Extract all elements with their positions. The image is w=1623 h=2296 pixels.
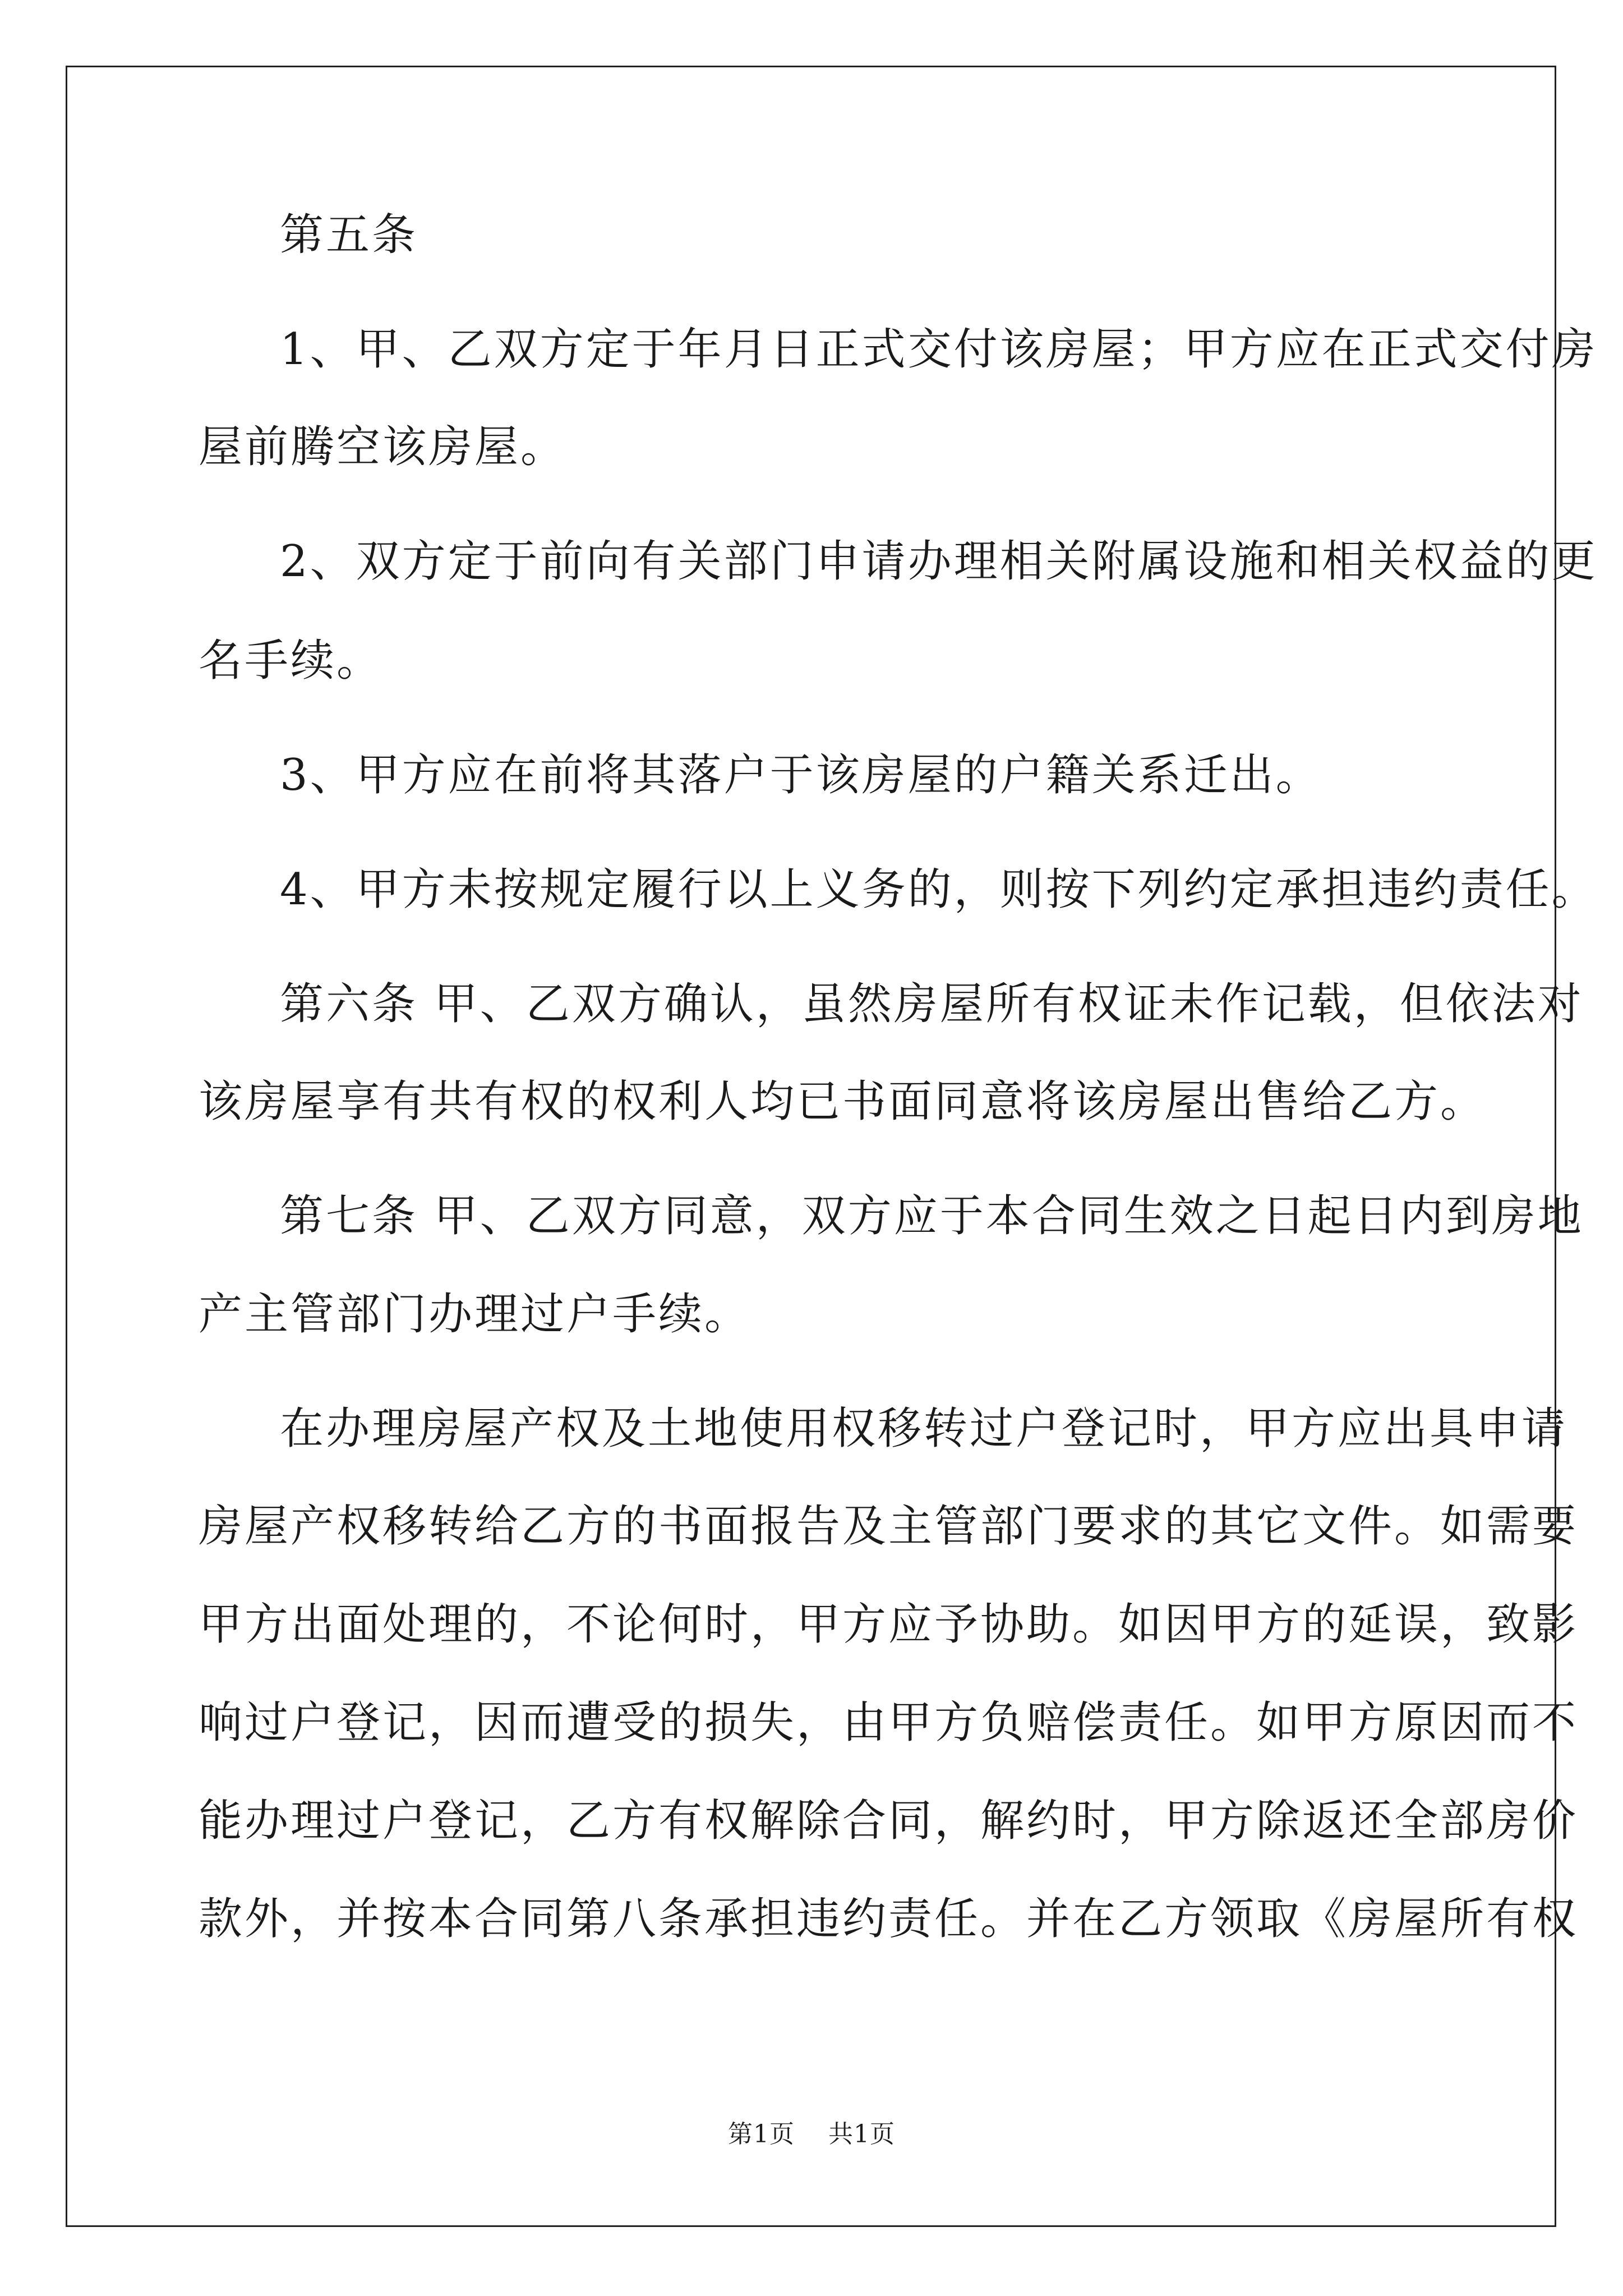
paragraph-line: 甲方出面处理的，不论何时，甲方应予协助。如因甲方的延误，致影: [199, 1599, 1579, 1650]
paragraph-line: 第五条: [280, 210, 418, 260]
paragraph-line: 响过户登记，因而遭受的损失，由甲方负赔偿责任。如甲方原因而不: [199, 1697, 1579, 1748]
paragraph-line: 名手续。: [199, 636, 383, 686]
paragraph-line: 能办理过户登记，乙方有权解除合同，解约时，甲方除返还全部房价: [199, 1796, 1579, 1846]
paragraph-line: 2、双方定于前向有关部门申请办理相关附属设施和相关权益的更: [280, 536, 1598, 587]
page-total: 共1页: [828, 2120, 895, 2148]
paragraph-line: 房屋产权移转给乙方的书面报告及主管部门要求的其它文件。如需要: [199, 1501, 1579, 1552]
paragraph-line: 第六条 甲、乙双方确认，虽然房屋所有权证未作记载，但依法对: [280, 979, 1584, 1029]
page-number: 第1页: [728, 2120, 795, 2148]
paragraph-line: 第七条 甲、乙双方同意，双方应于本合同生效之日起日内到房地: [280, 1191, 1584, 1241]
paragraph-line: 该房屋享有共有权的权利人均已书面同意将该房屋出售给乙方。: [199, 1076, 1487, 1127]
paragraph-line: 款外，并按本合同第八条承担违约责任。并在乙方领取《房屋所有权: [199, 1894, 1579, 1944]
page-footer: [0, 2118, 1623, 2151]
paragraph-line: 1、甲、乙双方定于年月日正式交付该房屋；甲方应在正式交付房: [280, 324, 1598, 375]
paragraph-line: 产主管部门办理过户手续。: [199, 1289, 751, 1340]
footer-gap: [795, 2120, 828, 2148]
paragraph-line: 屋前腾空该房屋。: [199, 422, 567, 472]
paragraph-line: 在办理房屋产权及土地使用权移转过户登记时，甲方应出具申请: [280, 1404, 1568, 1454]
paragraph-line: 3、甲方应在前将其落户于该房屋的户籍关系迁出。: [280, 750, 1322, 800]
paragraph-line: 4、甲方未按规定履行以上义务的，则按下列约定承担违约责任。: [280, 864, 1598, 915]
